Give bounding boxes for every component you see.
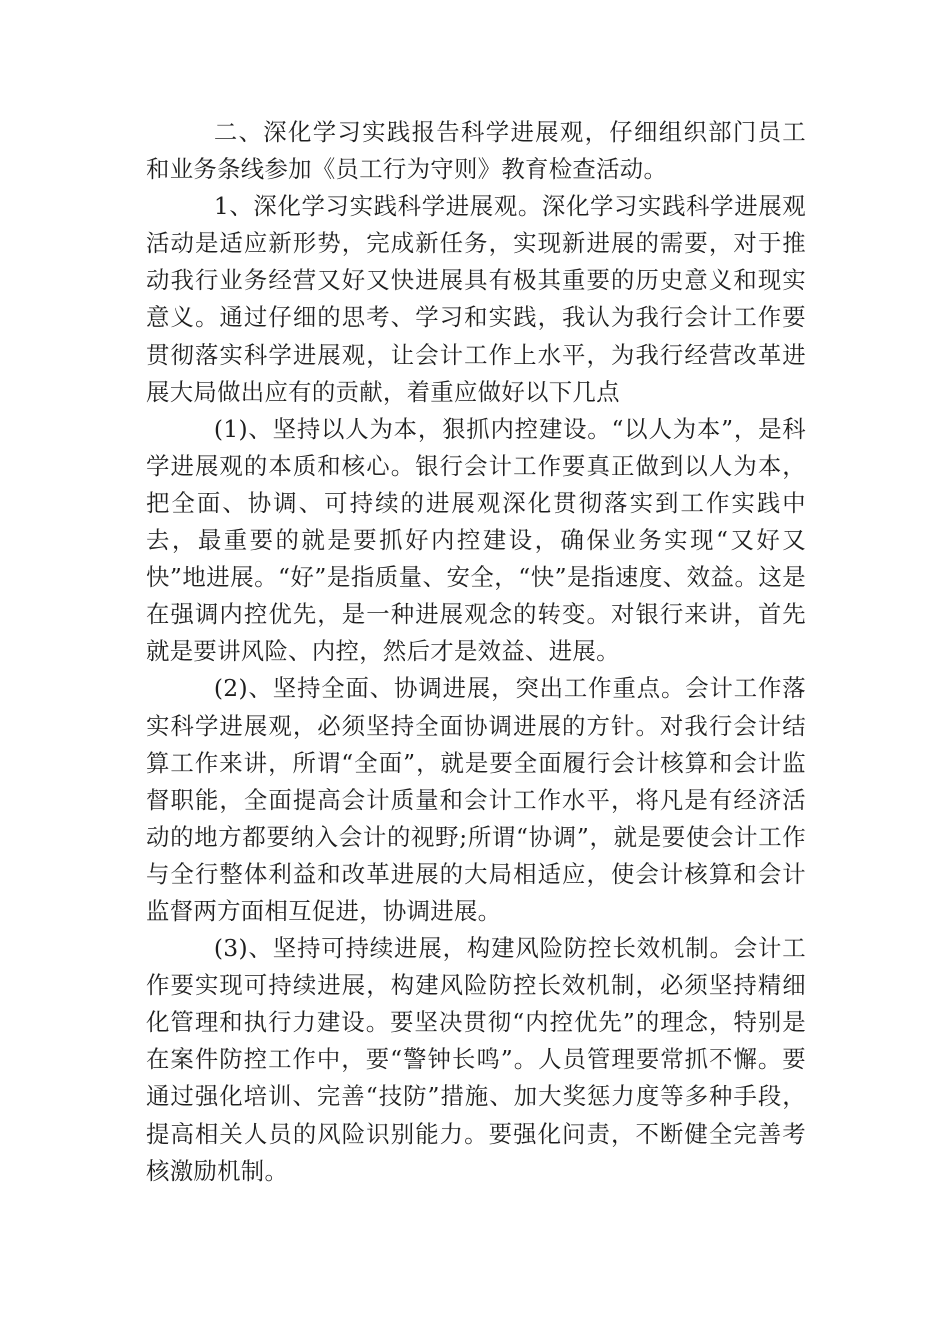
paragraph-section-two-heading: 二、深化学习实践报告科学进展观，仔细组织部门员工和业务条线参加《员工行为守则》教育检查活动。 bbox=[146, 118, 806, 184]
paragraph-item-1-1: (1)、坚持以人为本，狠抓内控建设。“以人为本”，是科学进展观的本质和核心。银行会计工作要真正做到以人为本，把全面、协调、可持续的进展观深化贯彻落实到工作实践中去，最重要的就是要抓好内控建设，确保业务实现“又好又快”地进展。“好”是指质量、安全，“快”是指速度、效益。这是在强调内控优先，是一种进展观念的转变。对银行来讲，首先就是要讲风险、内控，然后才是效益、进展。 bbox=[146, 414, 806, 666]
paragraph-item-1: 1、深化学习实践科学进展观。深化学习实践科学进展观活动是适应新形势，完成新任务，实现新进展的需要，对于推动我行业务经营又好又快进展具有极其重要的历史意义和现实意义。通过仔细的思考、学习和实践，我认为我行会计工作要贯彻落实科学进展观，让会计工作上水平，为我行经营改革进展大局做出应有的贡献，着重应做好以下几点 bbox=[146, 192, 806, 406]
document-body bbox=[146, 114, 806, 1190]
paragraph-item-1-3: (3)、坚持可持续进展，构建风险防控长效机制。会计工作要实现可持续进展，构建风险防控长效机制，必须坚持精细化管理和执行力建设。要坚决贯彻“内控优先”的理念，特别是在案件防控工作中，要“警钟长鸣”。人员管理要常抓不懈。要通过强化培训、完善“技防”措施、加大奖惩力度等多种手段，提高相关人员的风险识别能力。要强化问责，不断健全完善考核激励机制。 bbox=[146, 934, 806, 1185]
paragraph-item-1-2: (2)、坚持全面、协调进展，突出工作重点。会计工作落实科学进展观，必须坚持全面协调进展的方针。对我行会计结算工作来讲，所谓“全面”，就是要全面履行会计核算和会计监督职能，全面提高会计质量和会计工作水平，将凡是有经济活动的地方都要纳入会计的视野;所谓“协调”，就是要使会计工作与全行整体利益和改革进展的大局相适应，使会计核算和会计监督两方面相互促进，协调进展。 bbox=[146, 674, 806, 925]
